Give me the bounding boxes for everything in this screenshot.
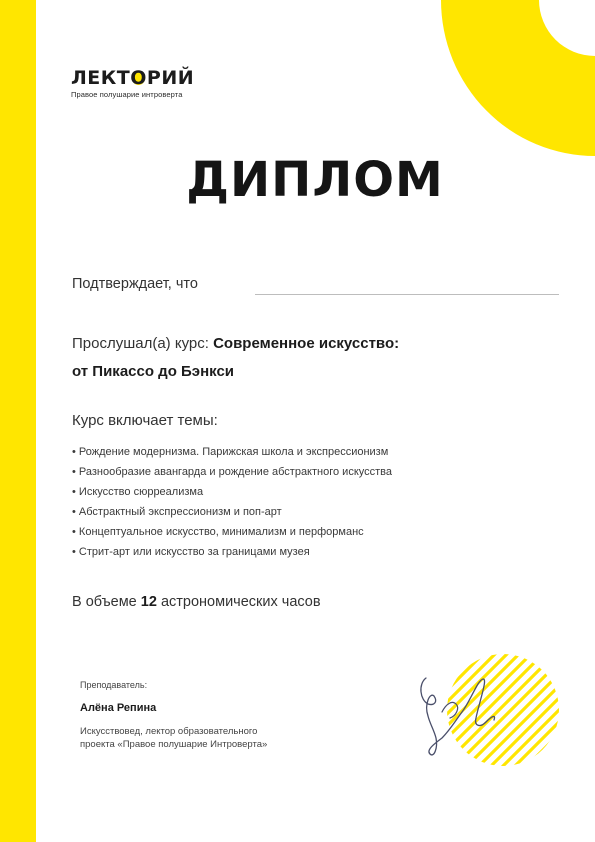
course-title-line1: Современное искусство:: [213, 335, 400, 352]
topic-item: • Стрит-арт или искусство за границами музея: [72, 542, 392, 562]
logo-word-part2: РИЙ: [146, 67, 195, 89]
hours-line: [72, 594, 321, 610]
corner-arc-decoration: [441, 0, 595, 156]
hours-suffix: астрономических часов: [160, 594, 321, 610]
topic-item: • Концептуальное искусство, минимализм и перформанс: [72, 522, 392, 542]
teacher-name: Алёна Репина: [80, 702, 157, 714]
logo-word-o: О: [130, 67, 147, 89]
teacher-description: [80, 725, 360, 751]
topic-item: • Абстрактный экспрессионизм и поп-арт: [72, 502, 392, 522]
topic-item: • Рождение модернизма. Парижская школа и экспрессионизм: [72, 442, 392, 462]
course-title-line2: от Пикассо до Бэнкси: [72, 363, 235, 380]
topic-item: • Разнообразие авангарда и рождение абстрактного искусства: [72, 462, 392, 482]
teacher-label: Преподаватель:: [80, 680, 148, 690]
topics-list: [72, 442, 392, 562]
logo-wordmark: [71, 66, 194, 90]
hours-value: 12: [140, 594, 157, 610]
teacher-description-line2: проекта «Правое полушарие Интроверта»: [80, 739, 268, 750]
topic-item: • Искусство сюрреализма: [72, 482, 392, 502]
handwritten-signature-icon: [412, 664, 502, 764]
course-prefix: Прослушал(а) курс:: [72, 335, 209, 352]
confirm-text: Подтверждает, что: [72, 276, 198, 292]
topics-heading: Курс включает темы:: [72, 412, 218, 429]
teacher-description-line1: Искусствовед, лектор образовательного: [80, 726, 258, 737]
diploma-title: ДИПЛОМ: [186, 152, 444, 208]
hours-prefix: В объеме: [72, 594, 137, 610]
recipient-name-line: [255, 294, 559, 295]
left-accent-bar: [0, 0, 36, 842]
logo-tagline: Правое полушарие интроверта: [71, 90, 183, 99]
logo: [71, 66, 194, 99]
logo-word-part1: ЛЕКТ: [71, 67, 131, 89]
course-block: [72, 330, 399, 386]
